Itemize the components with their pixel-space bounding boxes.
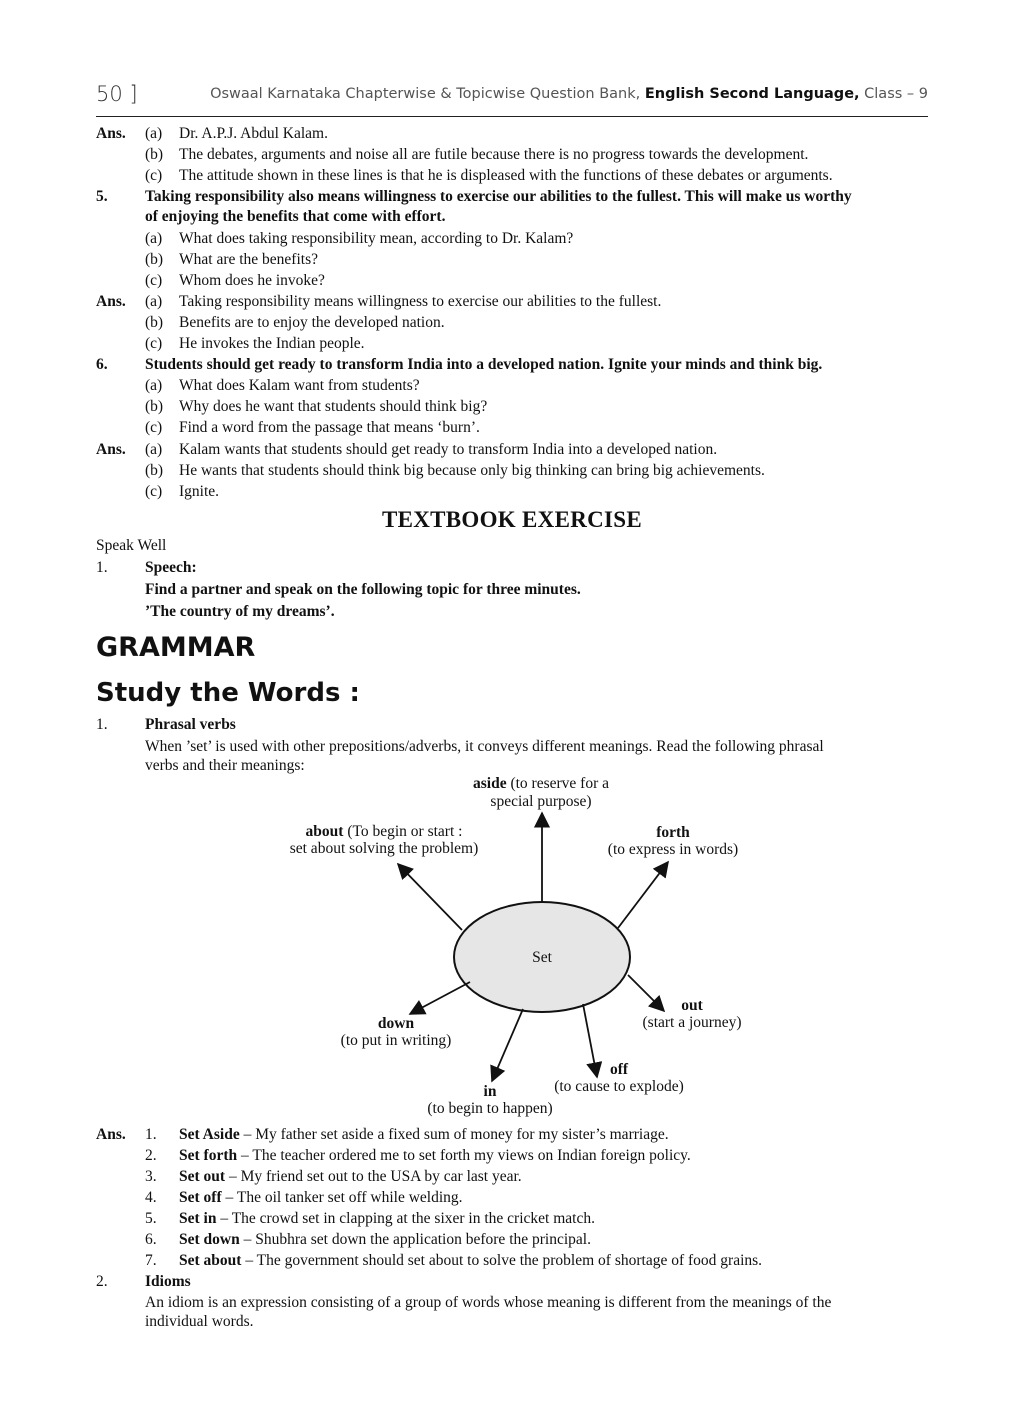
item-title: Speech:	[145, 559, 197, 576]
running-title-subject: English Second Language,	[644, 86, 860, 102]
list-item	[179, 1252, 762, 1270]
option-label: (a)	[145, 441, 163, 458]
definition-line: An idiom is an expression consisting of a group of words whose meaning is different from the meanings of the	[145, 1294, 832, 1311]
answer-text: Benefits are to enjoy the developed nation.	[179, 314, 445, 331]
option-label: (c)	[145, 272, 163, 289]
list-item	[179, 1210, 595, 1228]
option-label: (b)	[145, 251, 164, 268]
grammar-heading: GRAMMAR	[96, 632, 256, 663]
question-text: What does taking responsibility mean, according to Dr. Kalam?	[179, 230, 574, 247]
item-number: 1.	[96, 716, 108, 733]
phrase-term: Set about	[179, 1252, 242, 1269]
option-label: (c)	[145, 419, 163, 436]
answer-text: The debates, arguments and noise all are futile because there is no progress towards the development.	[179, 146, 809, 163]
arrow-about	[398, 864, 462, 930]
phrase-example: – The crowd set in clapping at the sixer in the cricket match.	[216, 1210, 595, 1227]
phrase-term: Set out	[179, 1168, 226, 1185]
label-aside-meaning: (to reserve for a	[506, 775, 610, 792]
label-down: down	[377, 1015, 415, 1032]
option-label: (a)	[145, 377, 163, 394]
label-in-line2: (to begin to happen)	[427, 1100, 553, 1117]
topic-text: ’The country of my dreams’.	[145, 603, 335, 620]
running-title-plain: Oswaal Karnataka Chapterwise & Topicwise Question Bank,	[210, 86, 645, 102]
list-item	[179, 1126, 669, 1144]
answer-text: Ignite.	[179, 483, 220, 500]
list-number: 3.	[145, 1168, 157, 1185]
label-in: in	[483, 1083, 497, 1100]
item-number: 1.	[96, 559, 108, 576]
label-off-line2: (to cause to explode)	[554, 1078, 684, 1095]
label-down-line2: (to put in writing)	[340, 1032, 452, 1049]
answer-text: He invokes the Indian people.	[179, 335, 365, 352]
question-text: Find a word from the passage that means ‘burn’.	[179, 419, 480, 436]
answer-text: Taking responsibility means willingness to exercise our abilities to the fullest.	[179, 293, 662, 310]
phrase-example: – My father set aside a fixed sum of money for my sister’s marriage.	[239, 1126, 669, 1143]
definition-line: individual words.	[145, 1313, 254, 1330]
page-number: 50 ]	[96, 82, 138, 106]
intro-line: When ’set’ is used with other prepositions/adverbs, it conveys different meanings. Read the following phrasal	[145, 738, 824, 755]
phrase-term: Set down	[179, 1231, 240, 1248]
option-label: (b)	[145, 398, 164, 415]
passage-line: Taking responsibility also means willingness to exercise our abilities to the fullest. This will make us worthy	[145, 188, 852, 205]
label-forth-line2: (to express in words)	[607, 841, 739, 858]
option-label: (b)	[145, 146, 164, 163]
study-words-heading: Study the Words :	[96, 678, 360, 708]
item-number: 2.	[96, 1273, 108, 1290]
item-title: Idioms	[145, 1273, 191, 1290]
answer-text: He wants that students should think big because only big thinking can bring big achievements.	[179, 462, 765, 479]
label-about-meaning: (To begin or start :	[343, 823, 463, 840]
center-label: Set	[532, 949, 552, 966]
intro-line: verbs and their meanings:	[145, 757, 305, 774]
label-off: off	[609, 1061, 629, 1078]
list-item	[179, 1189, 463, 1207]
running-title-class: Class – 9	[859, 86, 928, 102]
label-out: out	[681, 997, 703, 1014]
phrase-example: – The oil tanker set off while welding.	[221, 1189, 463, 1206]
ans-label: Ans.	[96, 293, 126, 310]
arrow-out	[628, 975, 664, 1011]
option-label: (a)	[145, 293, 163, 310]
list-item	[179, 1231, 591, 1249]
passage-line: Students should get ready to transform India into a developed nation. Ignite your minds and think big.	[145, 356, 823, 373]
option-label: (b)	[145, 462, 164, 479]
label-out-line2: (start a journey)	[642, 1014, 742, 1031]
label-about-word: about	[305, 823, 344, 840]
section-heading: TEXTBOOK EXERCISE	[381, 507, 643, 532]
option-label: (c)	[145, 483, 163, 500]
instruction-text: Find a partner and speak on the following topic for three minutes.	[145, 581, 581, 598]
phrase-example: – The teacher ordered me to set forth my views on Indian foreign policy.	[237, 1147, 691, 1164]
phrase-term: Set forth	[179, 1147, 238, 1164]
question-text: What are the benefits?	[179, 251, 318, 268]
answer-text: The attitude shown in these lines is that he is displeased with the functions of these debates or arguments.	[179, 167, 833, 184]
list-number: 4.	[145, 1189, 157, 1206]
subsection-label: Speak Well	[96, 537, 167, 554]
ans-label: Ans.	[96, 125, 126, 142]
label-aside-line2: special purpose)	[490, 793, 592, 810]
question-number: 5.	[96, 188, 108, 205]
arrow-in	[492, 1009, 523, 1081]
phrase-example: – Shubhra set down the application before the principal.	[239, 1231, 591, 1248]
label-aside	[473, 775, 609, 792]
label-about	[306, 823, 463, 840]
option-label: (c)	[145, 335, 163, 352]
question-text: What does Kalam want from students?	[179, 377, 420, 394]
arrow-forth	[618, 862, 668, 928]
phrase-term: Set Aside	[179, 1126, 240, 1143]
phrase-example: – My friend set out to the USA by car last year.	[225, 1168, 522, 1185]
item-title: Phrasal verbs	[145, 716, 236, 733]
phrase-term: Set off	[179, 1189, 222, 1206]
list-number: 5.	[145, 1210, 157, 1227]
arrow-down	[410, 982, 470, 1014]
option-label: (c)	[145, 167, 163, 184]
phrase-term: Set in	[179, 1210, 217, 1227]
option-label: (a)	[145, 230, 163, 247]
label-forth: forth	[656, 824, 690, 841]
list-number: 7.	[145, 1252, 157, 1269]
label-aside-word: aside	[472, 775, 507, 792]
question-text: Why does he want that students should think big?	[179, 398, 488, 415]
answer-text: Dr. A.P.J. Abdul Kalam.	[179, 125, 328, 142]
ans-label: Ans.	[96, 441, 126, 458]
arrow-off	[583, 1004, 597, 1077]
phrase-example: – The government should set about to solve the problem of shortage of food grains.	[241, 1252, 763, 1269]
list-number: 6.	[145, 1231, 157, 1248]
question-number: 6.	[96, 356, 108, 373]
option-label: (b)	[145, 314, 164, 331]
option-label: (a)	[145, 125, 163, 142]
question-text: Whom does he invoke?	[179, 272, 325, 289]
ans-label: Ans.	[96, 1126, 126, 1143]
list-number: 1.	[145, 1126, 157, 1143]
list-item	[179, 1168, 522, 1186]
list-item	[179, 1147, 691, 1165]
list-number: 2.	[145, 1147, 157, 1164]
answer-text: Kalam wants that students should get ready to transform India into a developed nation.	[179, 441, 718, 458]
passage-line: of enjoying the benefits that come with effort.	[145, 208, 446, 225]
label-about-line2: set about solving the problem)	[289, 840, 479, 857]
